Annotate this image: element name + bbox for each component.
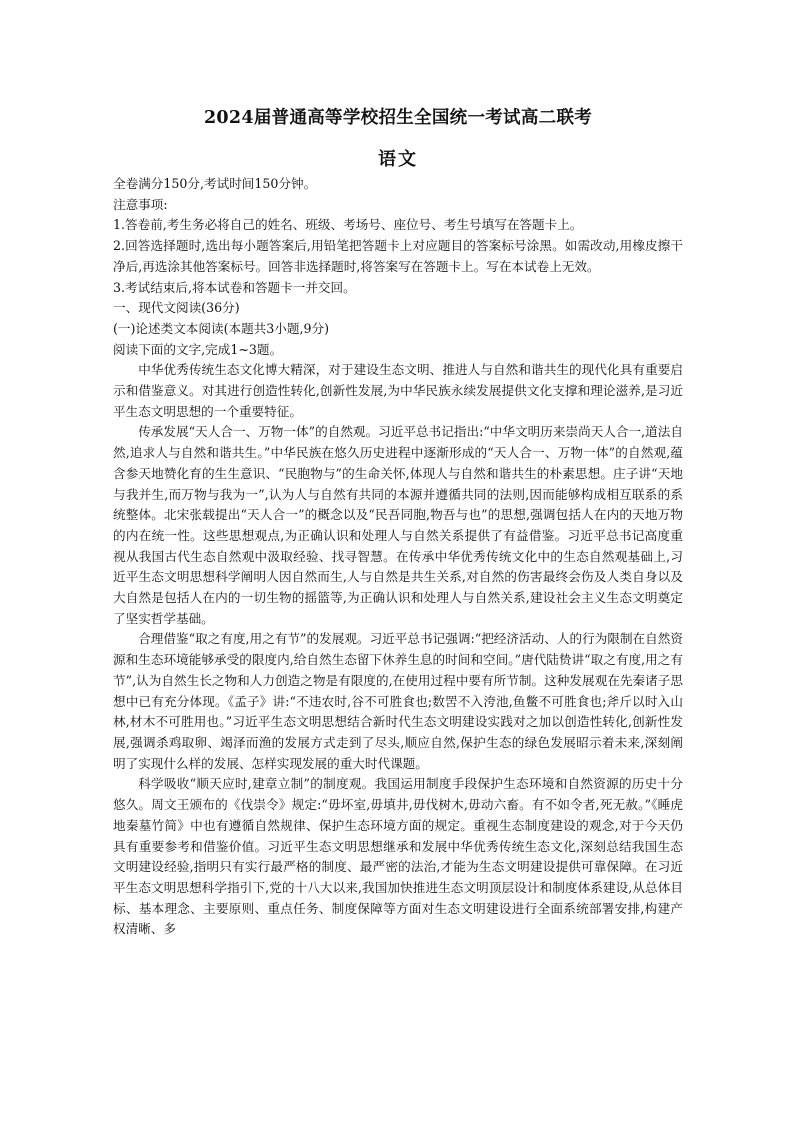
passage-paragraph-1: 中华优秀传统生态文化博大精深，对于建设生态文明、推进人与自然和谐共生的现代化具有重要启示和借鉴意义。对其进行创造性转化,创新性发展,为中华民族永续发展提供文化支撑和理论滋养,是习近平生态文明思想的一个重要特征。: [113, 362, 683, 419]
passage-paragraph-3: 合理借鉴“取之有度,用之有节”的发展观。习近平总书记强调:“把经济活动、人的行为限制在自然资源和生态环境能够承受的限度内,给自然生态留下休养生息的时间和空间。”唐代陆贽讲“取之有度,用之有节”,认为自然生长之物和人力创造之物是有限度的,在使用过程中要有所节制。这种发展观在先秦诸子思想中已有充分体现。《孟子》讲:“不违农时,谷不可胜食也;数罟不入洿池,鱼鳖不可胜食也;斧斤以时入山林,材木不可胜用也。”习近平生态文明思想结合新时代生态文明建设实践对之加以创造性转化,创新性发展,强调杀鸡取卵、竭泽而渔的发展方式走到了尽头,顺应自然,保护生态的绿色发展昭示着未来,深刻阐明了实现什么样的发展、怎样实现发展的重大时代课题。: [113, 631, 683, 771]
notice-item-3: 3.考试结束后,将本试卷和答题卡一并交回。: [113, 279, 356, 295]
notice-heading: 注意事项:: [113, 196, 168, 212]
passage-paragraph-2: 传承发展“天人合一、万物一体”的自然观。习近平总书记指出:“中华文明历来崇尚天人合一,道法自然,追求人与自然和谐共生。”中华民族在悠久历史进程中逐渐形成的“天人合一、万物一体”的自然观,蕴含参天地赞化育的生生意识、“民胞物与”的生命关怀,体现人与自然和谐共生的朴素思想。庄子讲“天地与我并生,而万物与我为一”,认为人与自然有共同的本源并遵循共同的法则,因而能够构成相互联系的系统整体。北宋张载提出“天人合一”的概念以及“民吾同胞,物吾与也”的思想,强调包括人在内的天地万物的内在统一性。这些思想观点,为正确认识和处理人与自然关系提供了有益借鉴。习近平总书记高度重视从我国古代生态自然观中汲取经验、找寻智慧。在传承中华优秀传统文化中的生态自然观基础上,习近平生态文明思想科学阐明人因自然而生,人与自然是共生关系,对自然的伤害最终会伤及人类自身以及大自然是包括人在内的一切生物的摇篮等,为正确认识和处理人与自然关系,建设社会主义生态文明奠定了坚实哲学基础。: [113, 424, 683, 626]
subsection-heading: (一)论述类文本阅读(本题共3小题,9分): [113, 320, 329, 336]
section-heading: 一、现代文阅读(36分): [113, 300, 240, 316]
exam-title: 2024届普通高等学校招生全国统一考试高二联考: [203, 108, 593, 128]
score-time-text: 全卷满分150分,考试时间150分钟。: [113, 176, 317, 191]
passage-paragraph-4: 科学吸收“顺天应时,建章立制”的制度观。我国运用制度手段保护生态环境和自然资源的历史十分悠久。周文王颁布的《伐崇令》规定:“毋坏室,毋填井,毋伐树木,毋动六畜。有不如令者,死无赦。”《睡虎地秦墓竹简》中也有遵循自然规律、保护生态环境方面的规定。重视生态制度建设的观念,对于今天仍具有重要参考和借鉴价值。习近平生态文明思想继承和发展中华优秀传统生态文化,深刻总结我国生态文明建设经验,指明只有实行最严格的制度、最严密的法治,才能为生态文明建设提供可靠保障。在习近平生态文明思想科学指引下,党的十八大以来,我国加快推进生态文明顶层设计和制度体系建设,从总体目标、基本理念、主要原则、重点任务、制度保障等方面对生态文明建设进行全面系统部署安排,构建产权清晰、多: [113, 776, 683, 937]
notice-item-2: 2.回答选择题时,选出每小题答案后,用铅笔把答题卡上对应题目的答案标号涂黑。如需改动,用橡皮擦干净后,再选涂其他答案标号。回答非选择题时,将答案写在答题卡上。写在本试卷上无效。: [113, 238, 683, 274]
subject-title: 语文: [378, 149, 418, 170]
exam-page: [113, 96, 683, 940]
notice-item-1: 1.答卷前,考生务必将自己的姓名、班级、考场号、座位号、考生号填写在答题卡上。: [113, 217, 583, 233]
reading-instruction: 阅读下面的文字,完成1~3题。: [113, 341, 283, 357]
